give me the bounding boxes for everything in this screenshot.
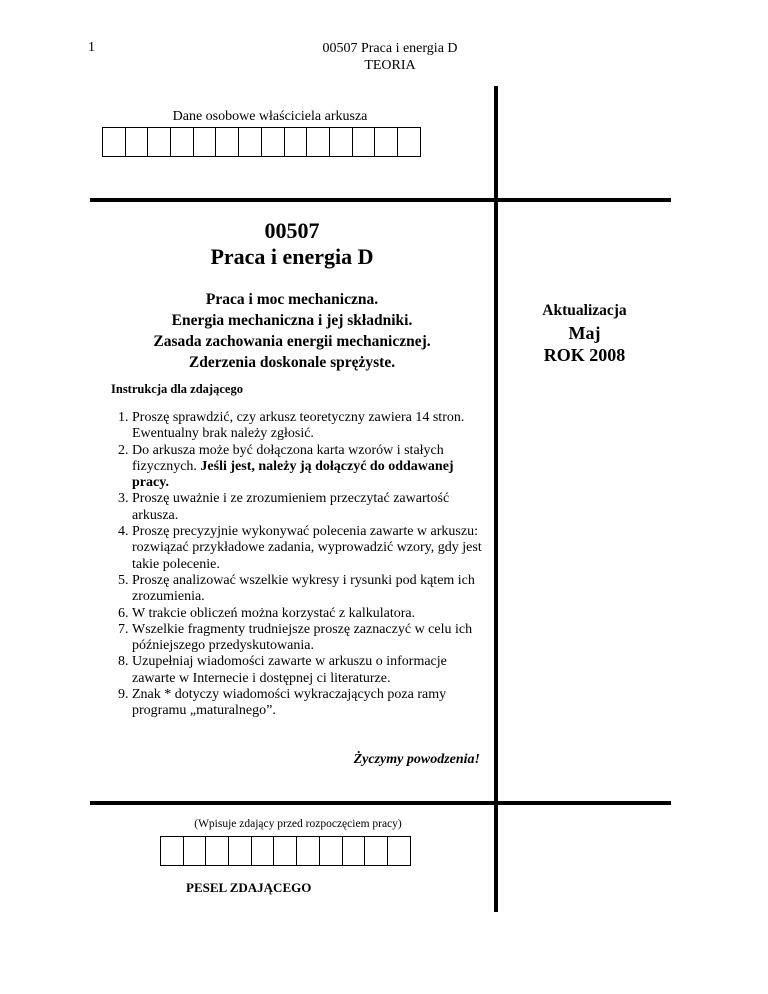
instructions-list (111, 410, 483, 720)
owner-data-box[interactable] (398, 127, 421, 157)
update-label: Aktualizacja (542, 302, 627, 319)
instruction-item (132, 606, 483, 622)
instruction-bold-text: Jeśli jest, należy ją dołączyć do oddawanej pracy. (132, 458, 454, 491)
document-code: 00507 (264, 218, 320, 243)
instruction-text: Proszę sprawdzić, czy arkusz teoretyczny zawiera 14 stron. Ewentualny brak należy zgłosić. (132, 410, 465, 442)
owner-data-box[interactable] (330, 127, 353, 157)
update-year: ROK 2008 (543, 345, 626, 365)
page-header (270, 40, 510, 74)
instruction-text: Proszę analizować wszelkie wykresy i rysunki pod kątem ich zrozumienia. (132, 572, 475, 605)
instruction-text: Proszę uważnie i ze zrozumieniem przeczytać zawartość arkusza. (132, 491, 450, 523)
instruction-text: Znak * dotyczy wiadomości wykraczających poza ramy programu „maturalnego”. (132, 687, 447, 719)
page-number: 1 (88, 40, 95, 55)
instructions-title: Instrukcja dla zdającego (111, 382, 243, 396)
pesel-digit-box[interactable] (365, 836, 388, 866)
document-title: Praca i energia D (210, 244, 374, 269)
instruction-item (132, 687, 483, 720)
owner-data-box[interactable] (216, 127, 239, 157)
update-month: Maj (568, 323, 601, 343)
owner-data-label: Dane osobowe właściciela arkusza (172, 109, 368, 124)
instruction-item (132, 491, 483, 524)
owner-data-box[interactable] (103, 127, 126, 157)
owner-data-box[interactable] (171, 127, 194, 157)
subtitle-line: Praca i moc mechaniczna. (205, 291, 379, 308)
update-info (498, 300, 671, 366)
subtitle-line: Zasada zachowania energii mechanicznej. (153, 333, 431, 350)
owner-data-box[interactable] (194, 127, 217, 157)
subtitle-line: Energia mechaniczna i jej składniki. (171, 312, 413, 329)
good-luck-wish: Życzymy powodzenia! (353, 752, 480, 767)
document-subtitle (100, 289, 484, 373)
pesel-digit-box[interactable] (206, 836, 229, 866)
instruction-item (132, 573, 483, 606)
instruction-item (132, 654, 483, 687)
pesel-digit-box[interactable] (343, 836, 366, 866)
instruction-item (132, 443, 483, 492)
instruction-text: Uzupełniaj wiadomości zawarte w arkuszu o informacje zawarte w Internecie i dostępnej ci literaturze. (132, 654, 447, 686)
instruction-item (132, 524, 483, 573)
owner-data-box[interactable] (375, 127, 398, 157)
subtitle-line: Zderzenia doskonale sprężyste. (188, 354, 396, 371)
pesel-boxes[interactable] (160, 836, 411, 866)
pesel-digit-box[interactable] (161, 836, 184, 866)
vertical-divider (494, 86, 498, 912)
pesel-digit-box[interactable] (297, 836, 320, 866)
pesel-note: (Wpisuje zdający przed rozpoczęciem pracy) (194, 818, 402, 830)
instruction-text: Wszelkie fragmenty trudniejsze proszę zaznaczyć w celu ich późniejszego przedyskutowania. (132, 621, 473, 654)
horizontal-divider-top (90, 198, 671, 202)
pesel-digit-box[interactable] (388, 836, 411, 866)
instruction-item (132, 622, 483, 655)
pesel-label: PESEL ZDAJĄCEGO (186, 880, 312, 895)
owner-data-box[interactable] (148, 127, 171, 157)
owner-data-box[interactable] (126, 127, 149, 157)
header-doc-type: TEORIA (364, 58, 416, 73)
owner-data-boxes[interactable] (102, 127, 421, 157)
owner-data-box[interactable] (285, 127, 308, 157)
owner-data-box[interactable] (307, 127, 330, 157)
pesel-digit-box[interactable] (274, 836, 297, 866)
owner-data-box[interactable] (262, 127, 285, 157)
instruction-text: W trakcie obliczeń można korzystać z kalkulatora. (132, 605, 416, 621)
owner-data-box[interactable] (239, 127, 262, 157)
pesel-digit-box[interactable] (184, 836, 207, 866)
pesel-digit-box[interactable] (252, 836, 275, 866)
owner-data-box[interactable] (353, 127, 376, 157)
pesel-digit-box[interactable] (229, 836, 252, 866)
pesel-digit-box[interactable] (320, 836, 343, 866)
instruction-text: Proszę precyzyjnie wykonywać polecenia zawarte w arkuszu: rozwiązać przykładowe zadania, wyprowadzić wzory, gdy jest takie polecenie. (132, 524, 482, 572)
instruction-text: Do arkusza może być dołączona karta wzorów i stałych fizycznych. (132, 442, 444, 474)
horizontal-divider-bottom (90, 801, 671, 805)
instruction-item (132, 410, 483, 443)
header-title: 00507 Praca i energia D (322, 41, 458, 56)
